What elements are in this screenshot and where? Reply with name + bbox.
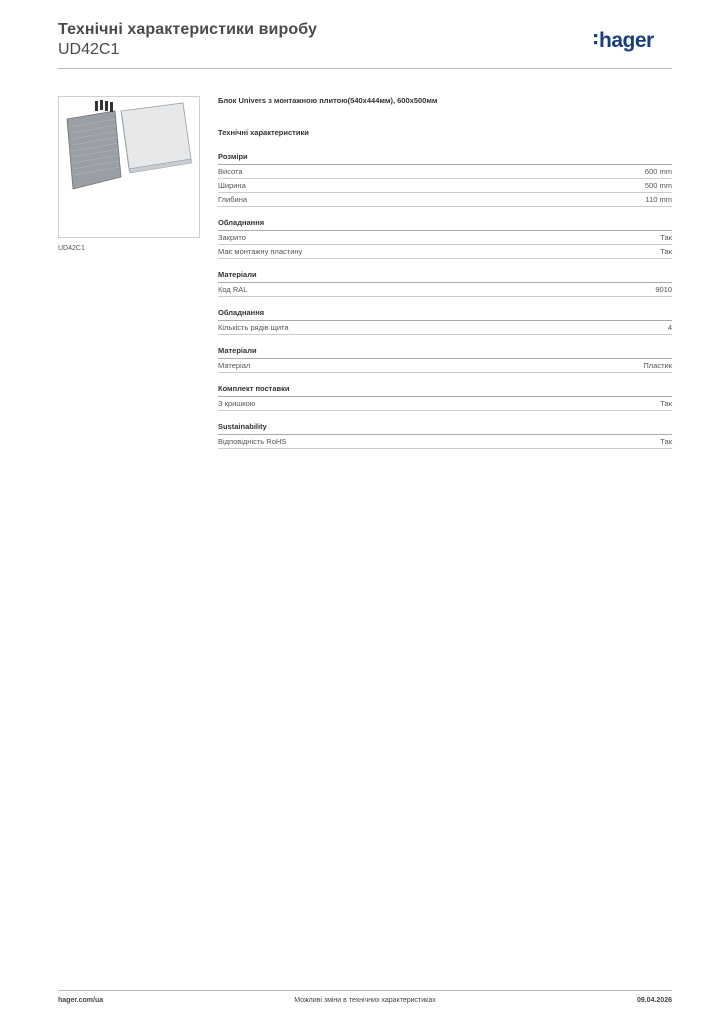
spec-group-title: Матеріали	[218, 270, 672, 283]
spec-row	[218, 435, 672, 449]
hager-logo	[592, 26, 672, 54]
spec-row	[218, 193, 672, 207]
spec-value: Пластик	[643, 360, 672, 370]
spec-value: Так	[660, 246, 672, 256]
spec-row	[218, 397, 672, 411]
spec-section-title: Технічні характеристики	[218, 128, 309, 137]
spec-group-title: Обладнання	[218, 308, 672, 321]
spec-row	[218, 245, 672, 259]
footer-date: 09.04.2026	[636, 997, 672, 1004]
spec-value: 9010	[655, 284, 672, 294]
spec-group-materials-2	[218, 346, 672, 373]
page-header	[58, 20, 672, 60]
footer-website-link[interactable]: hager.com/ua	[58, 997, 104, 1004]
spec-group-materials	[218, 270, 672, 297]
spec-label: Має монтажну пластину	[218, 246, 303, 256]
spec-group-title: Обладнання	[218, 218, 672, 231]
spec-row	[218, 321, 672, 335]
brand-wordmark: hager	[599, 29, 654, 52]
spec-row	[218, 359, 672, 373]
product-name: Блок Univers з монтажною плитою(540x444мм), 600x500мм	[218, 96, 438, 105]
spec-group-sustainability	[218, 422, 672, 449]
footer-note: Можливі зміни в технічних характеристиках	[294, 997, 436, 1004]
product-code: UD42C1	[58, 41, 120, 58]
spec-group-title: Sustainability	[218, 422, 672, 435]
spec-group-equipment	[218, 218, 672, 259]
spec-label: Кількість рядів щита	[218, 322, 289, 332]
spec-content	[218, 96, 672, 449]
spec-value: 600 mm	[644, 166, 672, 176]
spec-value: Так	[660, 398, 672, 408]
spec-group-title: Комплект поставки	[218, 384, 672, 397]
spec-label: Матеріал	[218, 360, 251, 370]
spec-value: Так	[660, 232, 672, 242]
header-divider	[58, 68, 672, 69]
spec-group-equipment-2	[218, 308, 672, 335]
spec-label: Відповідність RoHS	[218, 436, 287, 446]
spec-group-delivery	[218, 384, 672, 411]
spec-value: 500 mm	[644, 180, 672, 190]
spec-label: Висота	[218, 166, 243, 176]
enclosure-illustration	[59, 97, 199, 237]
spec-row	[218, 283, 672, 297]
spec-label: Глибина	[218, 194, 248, 204]
spec-value: Так	[660, 436, 672, 446]
spec-group-title: Розміри	[218, 152, 672, 165]
spec-group-dimensions	[218, 152, 672, 207]
product-image	[58, 96, 200, 238]
image-caption: UD42C1	[58, 245, 85, 252]
spec-group-title: Матеріали	[218, 346, 672, 359]
spec-label: Код RAL	[218, 284, 248, 294]
document-title: Технічні характеристики виробу	[58, 21, 317, 38]
spec-row	[218, 165, 672, 179]
spec-row	[218, 231, 672, 245]
spec-label: Закрито	[218, 232, 246, 242]
spec-value: 4	[667, 322, 672, 332]
footer-divider	[58, 990, 672, 991]
spec-label: Ширина	[218, 180, 246, 190]
spec-label: З кришкою	[218, 398, 256, 408]
spec-value: 110 mm	[645, 194, 672, 204]
spec-row	[218, 179, 672, 193]
